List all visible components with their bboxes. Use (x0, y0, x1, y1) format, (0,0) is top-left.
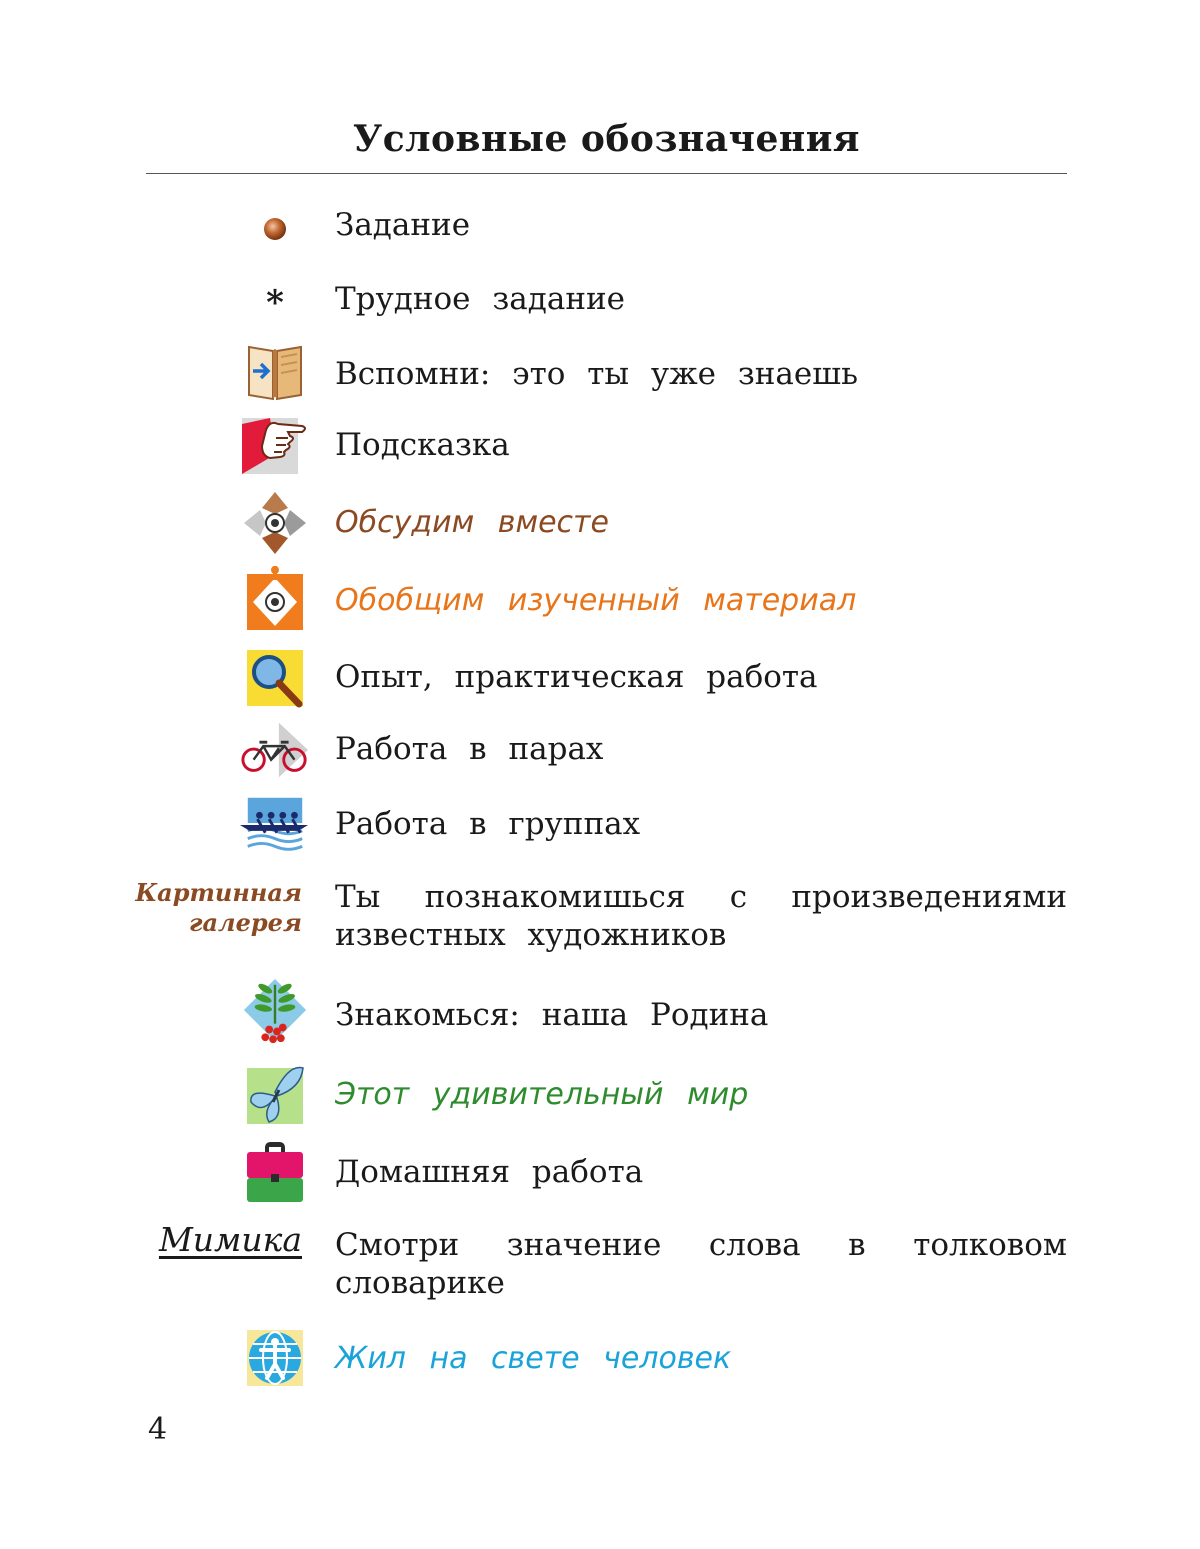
pointing-hand-icon (240, 414, 310, 476)
legend-label-pairs: Работа в парах (335, 731, 604, 767)
globe-human-icon (240, 1326, 310, 1388)
legend-label-dictionary: Смотри значение слова в толковом словарике (335, 1227, 1067, 1301)
page-title: Условные обозначения (352, 118, 860, 160)
legend-label-remember: Вспомни: это ты уже знаешь (335, 356, 858, 392)
legend-label-experiment: Опыт, практическая работа (335, 659, 818, 695)
legend-label-person: Жил на свете человек (335, 1341, 732, 1376)
open-book-icon (240, 343, 310, 401)
rowing-team-icon (240, 795, 310, 855)
title-divider (146, 173, 1067, 174)
legend-label-groups: Работа в группах (335, 806, 641, 842)
legend-label-homework: Домашняя работа (335, 1154, 644, 1190)
legend-label-summary: Обобщим изученный материал (335, 583, 857, 618)
legend-label-hint: Подсказка (335, 427, 510, 463)
summary-diamond-icon (240, 564, 310, 632)
legend-label-wonderful-world: Этот удивительный мир (335, 1077, 749, 1112)
briefcase-icon (240, 1140, 310, 1204)
page-number: 4 (148, 1412, 168, 1447)
tandem-bicycle-icon (240, 720, 310, 780)
discussion-arrows-icon (240, 490, 310, 556)
magnifier-icon (240, 646, 310, 710)
gallery-label (135, 878, 302, 938)
legend-label-task: Задание (335, 207, 471, 243)
legend-label-hard-task: Трудное задание (335, 281, 626, 317)
asterisk-icon: * (266, 283, 284, 323)
legend-label-homeland: Знакомься: наша Родина (335, 997, 769, 1033)
gallery-label-line-1: Картинная (135, 878, 302, 907)
legend-label-discuss: Обсудим вместе (335, 505, 609, 540)
legend-label-gallery: Ты познакомишься с произведениями известных художников (335, 879, 1067, 953)
dictionary-word-label: Мимика (158, 1220, 302, 1259)
gallery-label-line-2: галерея (188, 908, 302, 937)
rowan-branch-icon (240, 974, 310, 1050)
butterfly-icon (240, 1062, 310, 1128)
brown-dot-icon (240, 214, 310, 244)
